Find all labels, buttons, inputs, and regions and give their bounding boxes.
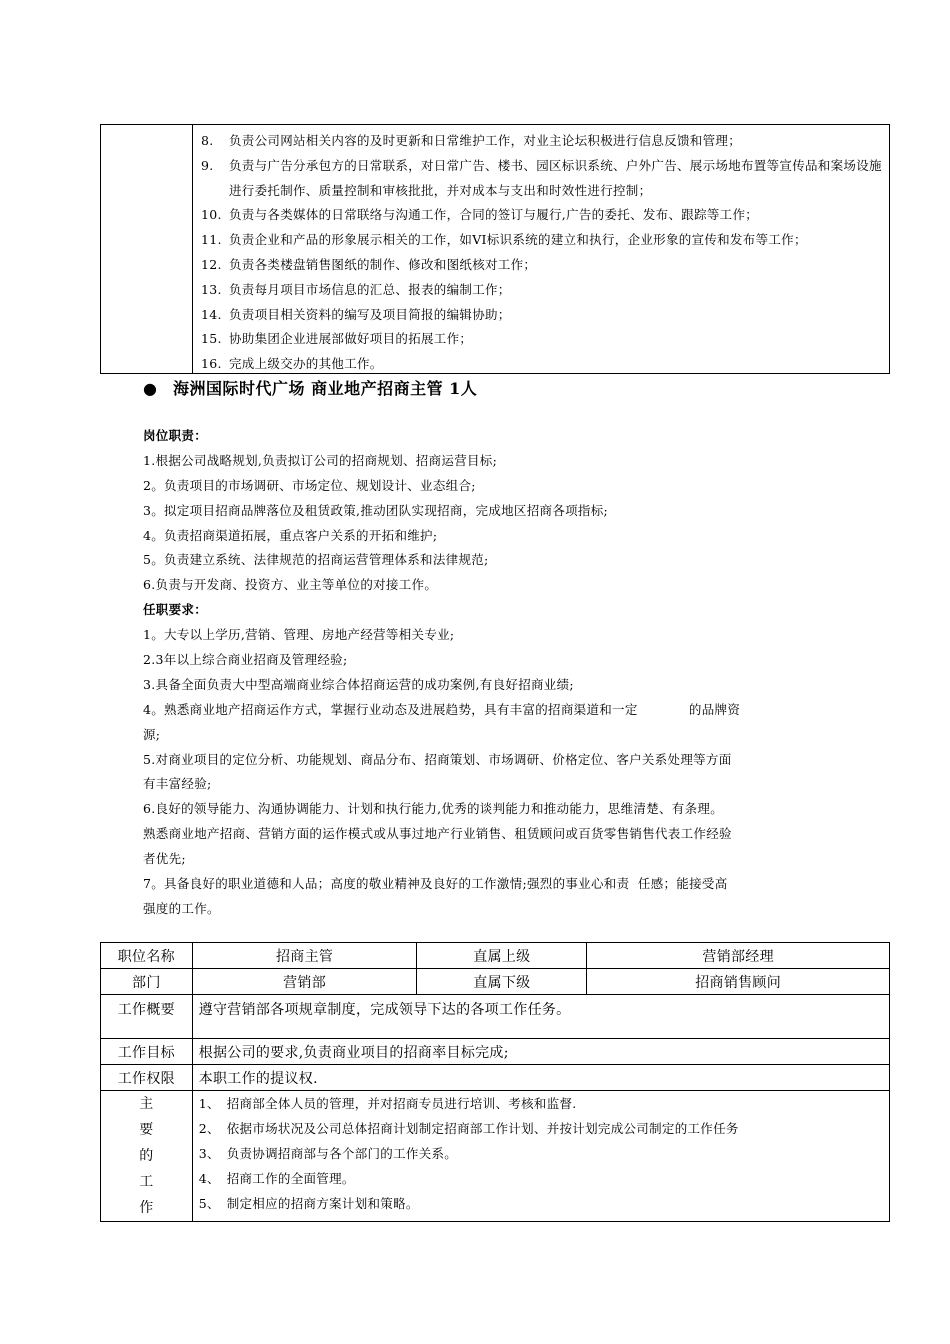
list-item: 3、 负责协调招商部与各个部门的工作关系。 xyxy=(198,1146,458,1161)
requirement-line: 源; xyxy=(143,726,161,742)
goal-label: 工作目标 xyxy=(101,1039,193,1065)
authority-value: 本职工作的提议权. xyxy=(192,1065,889,1091)
duty-line: 3。拟定项目招商品牌落位及租赁政策,推动团队实现招商，完成地区招商各项指标; xyxy=(143,502,609,518)
list-item: 4、 招商工作的全面管理。 xyxy=(198,1171,355,1186)
list-item: 8. 负责公司网站相关内容的及时更新和日常维护工作，对业主论坛积极进行信息反馈和管理； xyxy=(201,133,742,148)
duty-line: 4。负责招商渠道拓展，重点客户关系的开拓和维护; xyxy=(143,527,438,543)
position-label: 职位名称 xyxy=(101,943,193,969)
duty-line: 1.根据公司战略规划,负责拟订公司的招商规划、招商运营目标; xyxy=(143,452,498,468)
duties-continuation-list xyxy=(201,129,885,377)
list-item: 14. 负责项目相关资料的编写及项目简报的编辑协助； xyxy=(201,306,511,322)
duty-line: 2。负责项目的市场调研、市场定位、规划设计、业态组合; xyxy=(143,477,476,493)
list-item: 9. 负责与广告分承包方的日常联系，对日常广告、楼书、园区标识系统、户外广告、展示场地布置等宣传品和案场设施进行委托制作、质量控制和审核批批，并对成本与支出和时效性进行控制； xyxy=(201,157,882,198)
requirements-heading: 任职要求： xyxy=(143,602,208,618)
requirement-line: 2.3年以上综合商业招商及管理经验; xyxy=(143,652,348,668)
authority-label: 工作权限 xyxy=(101,1065,193,1091)
list-item: 13. 负责每月项目市场信息的汇总、报表的编制工作； xyxy=(201,281,511,297)
superior-label: 直属上级 xyxy=(417,943,587,969)
requirement-line: 7。具备良好的职业道德和人品；高度的敬业精神及良好的工作激情;强烈的事业心和责 任感；能接受高 xyxy=(143,876,728,892)
main-work-label: 主 要 的 工 作 xyxy=(101,1091,193,1222)
list-item: 1、 招商部全体人员的管理，并对招商专员进行培训、考核和监督. xyxy=(198,1096,577,1111)
section-title-text: 海洲国际时代广场 商业地产招商主管 1人 xyxy=(173,379,478,398)
duties-continuation-table xyxy=(100,124,890,374)
position-info-table xyxy=(100,942,890,1222)
goal-value: 根据公司的要求,负责商业项目的招商率目标完成; xyxy=(192,1039,889,1065)
list-item: 16. 完成上级交办的其他工作。 xyxy=(201,356,383,372)
requirement-line: 6.良好的领导能力、沟通协调能力、计划和执行能力,优秀的谈判能力和推动能力，思维清楚、有条理。 xyxy=(143,801,724,817)
list-item: 12. 负责各类楼盘销售图纸的制作、修改和图纸核对工作； xyxy=(201,256,537,272)
dept-value: 营销部 xyxy=(192,969,417,995)
list-item: 2、 依据市场状况及公司总体招商计划制定招商部工作计划、并按计划完成公司制定的工作任务 xyxy=(198,1121,739,1136)
bullet-icon: ● xyxy=(143,379,158,398)
superior-value: 营销部经理 xyxy=(587,943,890,969)
requirement-line: 熟悉商业地产招商、营销方面的运作模式或从事过地产行业销售、租赁顾问或百货零售销售代表工作经验 xyxy=(143,826,732,842)
main-work-content xyxy=(192,1091,889,1222)
list-item: 10. 负责与各类媒体的日常联络与沟通工作，合同的签订与履行,广告的委托、发布、跟踪等工作； xyxy=(201,207,759,223)
section-title xyxy=(143,376,477,399)
requirement-line: 强度的工作。 xyxy=(143,900,220,916)
duties-heading: 岗位职责： xyxy=(143,428,208,443)
duty-line: 6.负责与开发商、投资方、业主等单位的对接工作。 xyxy=(143,577,438,593)
list-item: 15. 协助集团企业进展部做好项目的拓展工作； xyxy=(201,331,473,347)
subordinate-value: 招商销售顾问 xyxy=(587,969,890,995)
subordinate-label: 直属下级 xyxy=(417,969,587,995)
requirement-line: 4。熟悉商业地产招商运作方式，掌握行业动态及进展趋势，具有丰富的招商渠道和一定 的品牌资 xyxy=(143,701,741,717)
requirement-line: 1。大专以上学历,营销、管理、房地产经营等相关专业; xyxy=(143,627,455,643)
overview-value: 遵守营销部各项规章制度，完成领导下达的各项工作任务。 xyxy=(192,995,889,1039)
duties-block xyxy=(143,424,813,922)
requirement-line: 有丰富经验; xyxy=(143,776,212,792)
dept-label: 部门 xyxy=(101,969,193,995)
main-work-list xyxy=(199,1091,883,1216)
requirement-line: 5.对商业项目的定位分析、功能规划、商品分布、招商策划、市场调研、价格定位、客户关系处理等方面 xyxy=(143,751,732,767)
requirement-line: 3.具备全面负责大中型高端商业综合体招商运营的成功案例,有良好招商业绩; xyxy=(143,676,574,692)
list-item: 5、 制定相应的招商方案计划和策略。 xyxy=(198,1196,419,1211)
requirement-line: 者优先; xyxy=(143,851,186,867)
position-value: 招商主管 xyxy=(192,943,417,969)
duty-line: 5。负责建立系统、法律规范的招商运营管理体系和法律规范; xyxy=(143,552,489,568)
list-item: 11. 负责企业和产品的形象展示相关的工作，如VI标识系统的建立和执行，企业形象的宣传和发布等工作； xyxy=(201,232,807,248)
empty-label-cell xyxy=(101,125,193,373)
overview-label: 工作概要 xyxy=(101,995,193,1039)
